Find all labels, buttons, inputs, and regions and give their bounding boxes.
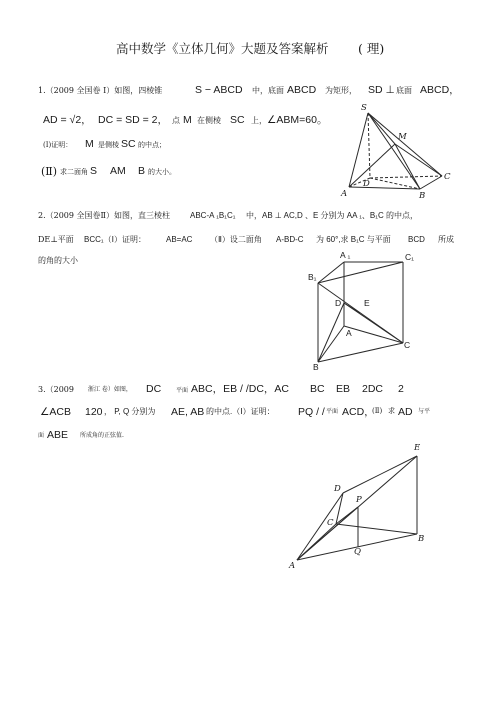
p2-math: A-BD-C xyxy=(276,235,304,244)
p3-math: AE, AB xyxy=(171,406,205,418)
p3-math: PQ / / xyxy=(298,406,325,418)
p1-math: AM xyxy=(110,165,126,177)
p3-text: ， P, Q 分别为 xyxy=(104,407,156,416)
label-B: B xyxy=(418,534,425,544)
p2-text: 所成 xyxy=(438,235,454,244)
p3-math: EB xyxy=(336,383,351,395)
label-B1: B₁ xyxy=(308,272,317,282)
label-A: A xyxy=(346,328,352,338)
label-C1: C₁ xyxy=(405,252,415,262)
p3-text: 的中点.（Ⅰ）证明： xyxy=(206,407,275,416)
label-D: D xyxy=(334,484,341,494)
p2-text: （Ⅱ）设二面角 xyxy=(210,235,262,244)
p2-math: AB=AC xyxy=(166,235,193,244)
label-C: C xyxy=(404,340,411,350)
p1-math: SC xyxy=(230,114,245,126)
p3-math: ABC，EB / /DC，AC xyxy=(191,383,290,395)
p2-math: BCD xyxy=(408,235,425,244)
p1-math: ∠ABM=60。 xyxy=(267,114,328,126)
p1-text: 底面 xyxy=(396,86,412,95)
p1-text: 点 xyxy=(172,116,180,125)
p1-text: 的中点； xyxy=(138,141,166,149)
p1-text: 求二面角 xyxy=(60,168,88,176)
p1-q1: (Ⅰ)证明： xyxy=(43,141,73,149)
p2-text: BCC₁（Ⅰ）证明： xyxy=(84,235,146,244)
p3-math: 2DC xyxy=(362,383,384,395)
p3-text: 求 xyxy=(388,407,395,415)
p2-intro: 2.（2009 全国卷Ⅱ）如图，直三棱柱 xyxy=(38,211,170,220)
p1-math: S xyxy=(90,165,98,177)
label-A: A xyxy=(341,189,348,199)
p1-math: ABCD， xyxy=(420,84,460,96)
label-Q: Q xyxy=(354,547,361,557)
p1-text: 的大小。 xyxy=(148,168,176,176)
p3-math: 2 xyxy=(398,383,404,395)
label-P: P xyxy=(356,495,362,505)
p1-text: 是侧棱 xyxy=(98,141,119,149)
label-S: S xyxy=(361,103,367,113)
p3-math: 120 xyxy=(85,406,103,418)
p3-text: 平面 xyxy=(326,408,339,415)
p3-math: ∠ACB xyxy=(40,406,72,418)
label-B: B xyxy=(313,362,319,372)
p2-text: 中，AB ⊥ AC,D 、E 分别为 AA ₁、B₁C 的中点， xyxy=(246,211,418,220)
p1-math: SC xyxy=(121,138,136,150)
p1-text: 在侧棱 xyxy=(197,116,221,125)
p1-math: M xyxy=(85,138,94,150)
p3-text: 平面 xyxy=(176,387,189,394)
p3-text: 面 xyxy=(38,432,45,439)
p1-math: AD = √2， xyxy=(43,114,92,126)
label-E: E xyxy=(364,298,370,308)
p1-math: M xyxy=(183,114,192,126)
p2-math: ABC-A ₁B₁C₁ xyxy=(190,211,236,220)
page-title: 高中数学《立体几何》大题及答案解析 xyxy=(116,41,329,56)
p1-q2: (Ⅱ) xyxy=(41,165,58,178)
p1-text: 为矩形， xyxy=(325,86,357,95)
p1-math: SD ⊥ xyxy=(368,84,395,96)
p2-text: 为 60°,求 B₁C 与平面 xyxy=(316,235,391,244)
label-C: C xyxy=(444,172,451,182)
label-A1: A ₁ xyxy=(340,250,351,260)
label-B: B xyxy=(419,191,426,201)
p3-math: AD xyxy=(398,406,413,418)
p1-math: DC = SD = 2， xyxy=(98,114,169,126)
p3-text: 浙江 卷）如图， xyxy=(88,386,132,393)
p1-text: 中，底面 xyxy=(252,86,284,95)
p3-math: ABE xyxy=(47,429,69,441)
p1-intro: 1.（2009 全国卷 Ⅰ）如图，四棱锥 xyxy=(38,86,163,95)
page-title-tag: ( 理) xyxy=(358,41,385,56)
label-A: A xyxy=(289,561,296,571)
label-D: D xyxy=(363,179,370,189)
p1-math: ABCD xyxy=(287,84,317,96)
p3-math: ACD， xyxy=(342,406,375,418)
p2-text: DE⊥平面 xyxy=(38,235,74,244)
p3-math: DC xyxy=(146,383,162,395)
p1-math: S − ABCD xyxy=(195,84,243,96)
p3-text: 所成角的正弦值. xyxy=(80,432,124,439)
label-D: D xyxy=(335,298,342,308)
label-E: E xyxy=(414,443,421,453)
p1-text: 上， xyxy=(251,116,267,125)
label-M: M xyxy=(398,132,407,142)
p3-math: BC xyxy=(310,383,325,395)
label-C: C xyxy=(327,518,334,528)
p1-math: B xyxy=(138,165,146,177)
p3-text: (Ⅱ) xyxy=(372,407,383,415)
p2-text: 的角的大小 xyxy=(38,256,78,265)
p3-text: 与平 xyxy=(418,408,431,415)
p3-intro: 3.（2009 xyxy=(38,385,74,394)
